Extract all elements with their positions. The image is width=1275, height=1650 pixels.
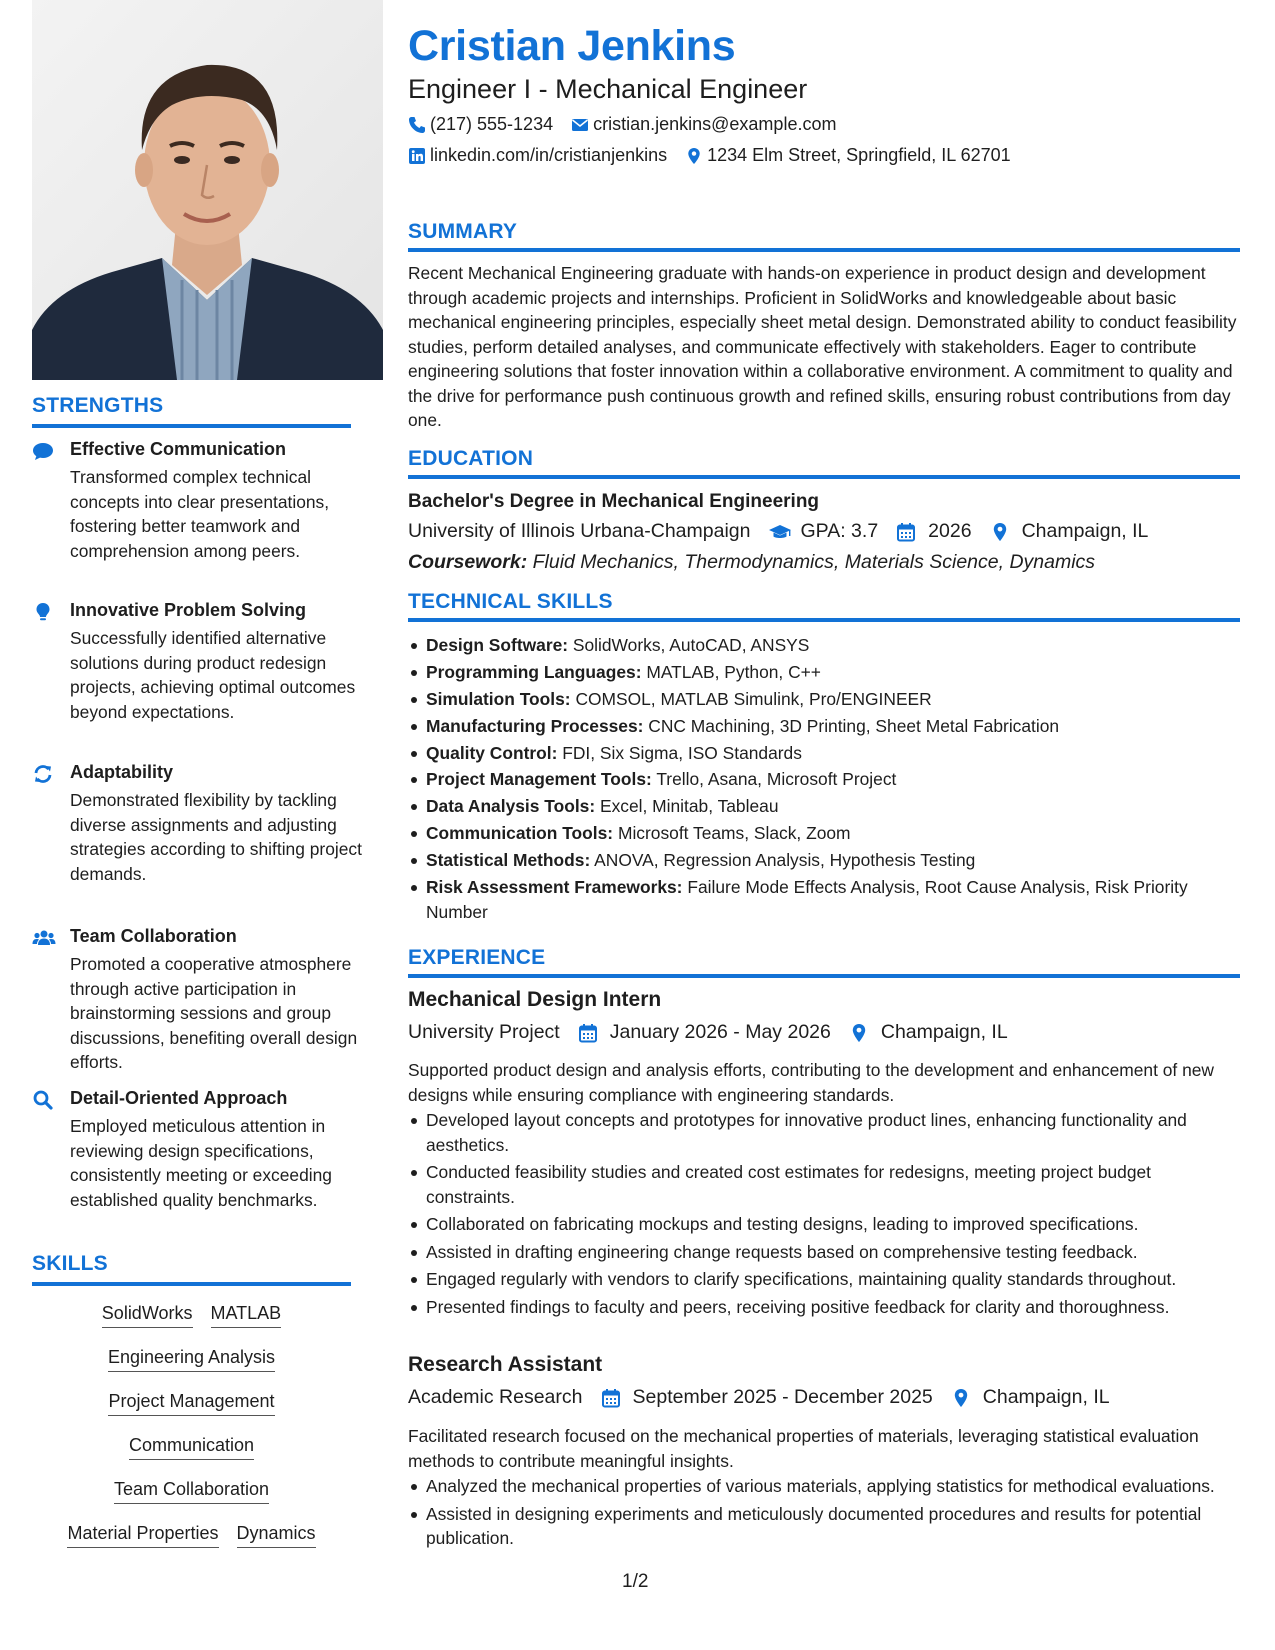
email-address: cristian.jenkins@example.com [593,114,837,134]
calendar-icon [601,1388,623,1408]
profile-photo [32,0,383,380]
skill-tag: Material Properties [67,1523,218,1548]
gpa: GPA: 3.7 [800,520,879,542]
experience-heading: EXPERIENCE [408,946,1240,978]
skill-category: Simulation Tools: [426,688,571,709]
list-item: Engaged regularly with vendors to clarify specifications, maintaining quality standards throughout. [426,1267,1240,1292]
skill-values: Failure Mode Effects Analysis, Root Cause Analysis, Risk Priority Number [426,877,1188,922]
coursework [408,551,1095,574]
skill-tag: Engineering Analysis [108,1347,275,1372]
skill-tag: Project Management [108,1391,274,1416]
job-bullets [426,1474,1240,1554]
phone-icon [408,116,426,134]
skill-values: Microsoft Teams, Slack, Zoom [617,823,851,844]
list-item [426,633,1240,658]
candidate-name: Cristian Jenkins [408,22,736,70]
calendar-icon [578,1023,600,1043]
street-address: 1234 Elm Street, Springfield, IL 62701 [707,145,1011,165]
summary-heading: SUMMARY [408,220,1240,252]
graduation-cap-icon [768,522,790,542]
strength-description: Promoted a cooperative atmosphere through active participation in brainstorming sessions and group discussions, benefiting overall design efforts. [70,954,358,1072]
technical-skills-list [426,633,1240,926]
strength-description: Successfully identified alternative solutions during product redesign projects, achieving optimal outcomes beyond expectations. [70,628,356,722]
skill-tag: Dynamics [237,1523,316,1548]
coursework-list: Fluid Mechanics, Thermodynamics, Materials Science, Dynamics [532,551,1096,573]
candidate-title: Engineer I - Mechanical Engineer [408,74,808,104]
job-organization: Academic Research [408,1386,583,1408]
list-item [426,821,1240,846]
job-title: Mechanical Design Intern [408,988,662,1011]
technical-skills-heading: TECHNICAL SKILLS [408,590,1240,622]
job-bullets [426,1108,1240,1322]
skill-values: SolidWorks, AutoCAD, ANSYS [572,635,810,655]
skill-category: Communication Tools: [426,823,614,844]
skill-values: Excel, Minitab, Tableau [599,796,779,817]
address-contact [685,145,1011,166]
skill-category: Quality Control: [426,742,558,763]
school-location: Champaign, IL [1021,520,1149,542]
strength-title: Effective Communication [70,439,287,459]
skills-heading: SKILLS [32,1252,351,1286]
strength-description: Transformed complex technical concepts into clear presentations, fostering better teamwork and comprehension among peers. [70,467,330,561]
education-heading: EDUCATION [408,447,1240,479]
skill-values: Trello, Asana, Microsoft Project [656,769,897,790]
skill-tag: Team Collaboration [114,1479,269,1504]
skill-tag: Communication [129,1435,254,1460]
strength-title: Adaptability [70,762,174,782]
linkedin-icon [408,147,426,165]
job-dates: January 2026 - May 2026 [609,1021,831,1043]
skill-values: MATLAB, Python, C++ [646,661,821,682]
list-item: Presented findings to faculty and peers, receiving positive feedback for clarity and thoroughness. [426,1295,1240,1320]
strength-title: Team Collaboration [70,926,237,946]
list-item: Collaborated on fabricating mockups and testing designs, leading to improved specifications. [426,1212,1240,1237]
job-meta [408,1021,1008,1044]
map-pin-icon [849,1023,871,1043]
list-item [426,687,1240,712]
lightbulb-icon [32,602,54,622]
strength-title: Detail-Oriented Approach [70,1088,288,1108]
skill-values: COMSOL, MATLAB Simulink, Pro/ENGINEER [575,688,932,709]
skill-category: Risk Assessment Frameworks: [426,877,683,898]
skill-values: ANOVA, Regression Analysis, Hypothesis Testing [594,850,976,871]
list-item: Conducted feasibility studies and created cost estimates for redesigns, meeting project budget constraints. [426,1160,1240,1209]
job-organization: University Project [408,1021,560,1043]
map-pin-icon [951,1388,973,1408]
contact-row [408,145,1011,166]
users-icon [32,928,54,948]
envelope-icon [571,116,589,134]
list-item [426,714,1240,739]
map-pin-icon [685,147,703,165]
degree-title: Bachelor's Degree in Mechanical Engineering [408,491,820,512]
job-dates: September 2025 - December 2025 [632,1386,933,1408]
linkedin-url: linkedin.com/in/cristianjenkins [430,145,668,165]
page-number: 1/2 [622,1571,649,1592]
skill-category: Data Analysis Tools: [426,796,596,817]
phone-contact[interactable] [408,114,553,135]
school-name: University of Illinois Urbana-Champaign [408,520,751,542]
strength-description: Demonstrated flexibility by tackling diverse assignments and adjusting strategies according to shifting project demands. [70,790,362,884]
education-meta [408,520,1148,543]
list-item [426,660,1240,685]
skill-values: CNC Machining, 3D Printing, Sheet Metal Fabrication [648,715,1060,736]
list-item [426,848,1240,873]
skill-category: Statistical Methods: [426,850,591,871]
skill-tag: SolidWorks [102,1303,193,1328]
skill-category: Project Management Tools: [426,769,652,790]
summary-text: Recent Mechanical Engineering graduate with hands-on experience in product design and development through academic projects and internships. Proficient in SolidWorks and knowledgeable about basic mechanical engineering principles, especially sheet metal design. Demonstrated ability to conduct feasibility studies, perform detailed analyses, and communicate effectively with stakeholders. Eager to contribute engineering solutions that foster innovation within a collaborative environment. A commitment to quality and the drive for performance push continuous growth and refined skills, ensuring robust contributions from day one. [408,263,1237,430]
list-item [426,741,1240,766]
search-icon [32,1090,54,1110]
skill-category: Programming Languages: [426,661,642,682]
job-description: Facilitated research focused on the mechanical properties of materials, leveraging statistical evaluation methods to contribute meaningful insights. [408,1426,1199,1471]
job-title: Research Assistant [408,1353,603,1376]
list-item: Assisted in drafting engineering change requests based on comprehensive testing feedback. [426,1240,1240,1265]
list-item: Developed layout concepts and prototypes for innovative product lines, enhancing functionality and aesthetics. [426,1108,1240,1157]
left-sidebar [0,0,383,1650]
skill-tag: MATLAB [211,1303,282,1328]
contact-row [408,114,836,135]
graduation-year: 2026 [928,520,972,542]
list-item: Analyzed the mechanical properties of various materials, applying statistics for methodical evaluations. [426,1474,1240,1499]
job-location: Champaign, IL [880,1021,1008,1043]
list-item: Assisted in designing experiments and meticulously documented procedures and results for potential publication. [426,1502,1240,1551]
email-contact[interactable] [571,114,836,135]
skills-list [32,1303,351,1567]
coursework-label: Coursework: [408,551,528,573]
skill-category: Manufacturing Processes: [426,715,644,736]
speech-bubble-icon [32,441,54,461]
strengths-heading: STRENGTHS [32,394,351,428]
skill-category: Design Software: [426,635,569,655]
skill-values: FDI, Six Sigma, ISO Standards [562,742,802,763]
job-location: Champaign, IL [982,1386,1110,1408]
sync-icon [32,764,54,784]
calendar-icon [896,522,918,542]
linkedin-contact[interactable] [408,145,667,166]
phone-number: (217) 555-1234 [430,114,554,134]
job-description: Supported product design and analysis efforts, contributing to the development and enhancement of new designs while ensuring compliance with engineering standards. [408,1060,1214,1105]
strength-description: Employed meticulous attention in reviewing design specifications, consistently meeting or exceeding established quality benchmarks. [70,1116,332,1210]
map-pin-icon [990,522,1012,542]
list-item [426,767,1240,792]
list-item [426,794,1240,819]
strength-title: Innovative Problem Solving [70,600,307,620]
list-item [426,875,1240,924]
job-meta [408,1386,1110,1409]
